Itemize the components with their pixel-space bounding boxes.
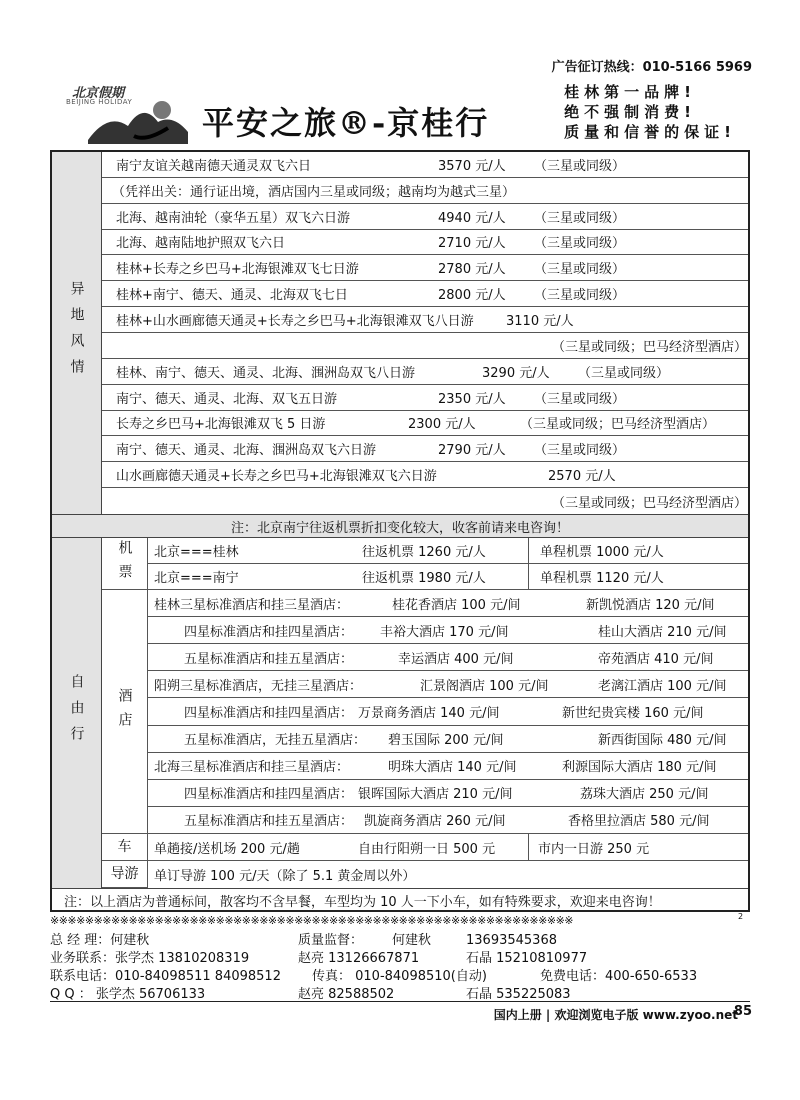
tour-name: 南宁、德天、通灵、北海、双飞五日游	[116, 391, 338, 407]
tour-price: 2350 元/人	[438, 391, 506, 407]
brand-title: 平安之旅®-京桂行	[202, 104, 490, 142]
tour-name: 桂林、南宁、德天、通灵、北海、涠洲岛双飞八日游	[116, 365, 416, 381]
tour-name: （凭祥出关：通行证出境，酒店国内三星或同级；越南均为越式三星）	[112, 184, 516, 200]
section-label-text: 异地风情	[68, 281, 85, 385]
car-row	[148, 834, 748, 861]
car-city-tour: 市内一日游 250 元	[538, 841, 650, 857]
hotel-option-b: 老漓江酒店 100 元/间	[598, 678, 727, 694]
business-contact-2: 赵亮 13126667871	[298, 951, 420, 966]
car-yangshuo: 自由行阳朔一日 500 元	[358, 841, 496, 857]
qq-contact-3: 石晶 535225083	[466, 987, 571, 1002]
hotel-option-a: 丰裕大酒店 170 元/间	[380, 624, 509, 640]
hotel-row	[148, 780, 748, 807]
hotel-category: 四星标准酒店和挂四星酒店：	[184, 705, 354, 721]
tour-row	[102, 462, 748, 488]
hotel-row	[148, 671, 748, 698]
flight-roundtrip: 往返机票 1980 元/人	[362, 571, 486, 586]
section-label-text: 自由行	[68, 674, 85, 752]
tour-row	[102, 385, 748, 411]
tour-row	[102, 281, 748, 307]
hotel-category: 桂林三星标准酒店和挂三星酒店：	[154, 597, 350, 613]
slogan-line: 质量和信誉的保证!	[564, 123, 736, 141]
tour-note: （三星或同级；巴马经济型酒店）	[552, 339, 748, 355]
tour-name: 桂林+长寿之乡巴马+北海银滩双飞七日游	[116, 262, 359, 278]
hotel-option-a: 明珠大酒店 140 元/间	[388, 760, 517, 776]
tour-row	[102, 307, 748, 333]
car-transfer: 单趟接/送机场 200 元/趟	[154, 841, 300, 857]
content-frame	[50, 150, 750, 912]
page-number: 85	[733, 1004, 752, 1019]
flight-roundtrip: 往返机票 1260 元/人	[362, 545, 486, 560]
hotel-option-b: 荔珠大酒店 250 元/间	[580, 787, 709, 803]
tour-name: 北海、越南陆地护照双飞六日	[116, 236, 286, 252]
tour-row	[102, 152, 748, 178]
tour-price: 2780 元/人	[438, 262, 506, 278]
hotel-option-b: 帝苑酒店 410 元/间	[598, 651, 714, 667]
hotel-label	[102, 590, 148, 834]
hotel-option-a: 碧玉国际 200 元/间	[388, 733, 504, 749]
mountain-logo-icon	[88, 92, 188, 144]
general-manager: 总 经 理：何建秋	[50, 933, 150, 948]
tour-note: （三星或同级）	[534, 210, 626, 226]
quality-name: 何建秋	[392, 933, 432, 948]
tour-row	[102, 204, 748, 230]
divider-stars: ※※※※※※※※※※※※※※※※※※※※※※※※※※※※※※※※※※※※※※※※※※※※※※※※※※※※※※※※※※※※	[50, 914, 574, 927]
tour-name: 南宁友谊关越南德天通灵双飞六日	[116, 158, 312, 174]
tour-price: 2710 元/人	[438, 236, 506, 252]
section-label-free-travel	[52, 538, 102, 888]
tour-name: 桂林+山水画廊德天通灵+长寿之乡巴马+北海银滩双飞八日游	[116, 314, 474, 330]
hotel-option-a: 幸运酒店 400 元/间	[398, 651, 514, 667]
qq-contact-2: 赵亮 82588502	[298, 987, 395, 1002]
tour-row	[102, 411, 748, 437]
hotel-row	[148, 807, 748, 834]
flight-oneway: 单程机票 1000 元/人	[540, 545, 664, 560]
tour-price: 3110 元/人	[506, 314, 574, 330]
qq-contact-1: Q Q ： 张学杰 56706133	[50, 987, 206, 1002]
tour-row	[102, 359, 748, 385]
quality-phone: 13693545368	[466, 933, 557, 948]
tour-price: 2790 元/人	[438, 443, 506, 459]
hotel-option-b: 新西街国际 480 元/间	[598, 733, 727, 749]
tour-row	[102, 178, 748, 204]
flight-row	[148, 564, 748, 590]
flight-route: 北京===南宁	[154, 571, 239, 586]
hotel-category: 北海三星标准酒店和挂三星酒店：	[154, 760, 350, 776]
tour-note: （三星或同级）	[534, 262, 626, 278]
fax: 传真： 010-84098510(自动)	[312, 969, 487, 984]
hotel-option-a: 万景商务酒店 140 元/间	[358, 705, 500, 721]
tour-row	[102, 230, 748, 256]
tour-row	[102, 255, 748, 281]
brand-small-en: BEIJING HOLIDAY	[66, 98, 133, 106]
section-label-exotic	[52, 152, 102, 514]
footer-text: 国内上册 | 欢迎浏览电子版 www.zyoo.net	[493, 1008, 738, 1022]
flight-row	[148, 538, 748, 564]
tour-row	[102, 333, 748, 359]
slogans	[564, 82, 736, 142]
hotel-row	[148, 617, 748, 644]
slogan-line: 绝不强制消费!	[564, 103, 696, 121]
hotel-option-a: 凯旋商务酒店 260 元/间	[364, 814, 506, 830]
quality-label: 质量监督：	[298, 933, 364, 948]
hotel-option-b: 桂山大酒店 210 元/间	[598, 624, 727, 640]
tour-price: 4940 元/人	[438, 210, 506, 226]
hotel-row	[148, 590, 748, 617]
hotel-option-a: 银晖国际大酒店 210 元/间	[358, 787, 513, 803]
tour-note: （三星或同级）	[534, 288, 626, 304]
section-note: 注：北京南宁往返机票折扣变化较大，收客前请来电咨询！	[52, 514, 748, 538]
guide-price: 单订导游 100 元/天（除了 5.1 黄金周以外）	[154, 869, 416, 884]
header-banner	[52, 80, 748, 148]
hotel-option-a: 汇景阁酒店 100 元/间	[420, 678, 549, 694]
tour-price: 2300 元/人	[408, 417, 476, 433]
hotel-option-b: 香格里拉酒店 580 元/间	[568, 814, 710, 830]
contact-block	[50, 932, 750, 1004]
tour-note: （三星或同级）	[534, 391, 626, 407]
hotel-option-b: 新世纪贵宾楼 160 元/间	[562, 705, 704, 721]
tour-note: （三星或同级；巴马经济型酒店）	[520, 417, 716, 433]
car-label: 车	[102, 834, 148, 861]
tour-name: 桂林+南宁、德天、通灵、北海双飞七日	[116, 288, 348, 304]
hotel-row	[148, 726, 748, 753]
tour-row	[102, 436, 748, 462]
tour-price: 3290 元/人	[482, 365, 550, 381]
hotel-option-a: 桂花香酒店 100 元/间	[392, 597, 521, 613]
air-ticket-label-text: 机票	[116, 539, 133, 588]
hotel-category: 四星标准酒店和挂四星酒店：	[184, 787, 354, 803]
toll-free: 免费电话：400-650-6533	[540, 969, 698, 984]
guide-row	[148, 861, 748, 888]
tour-name: 长寿之乡巴马+北海银滩双飞 5 日游	[116, 417, 326, 433]
hotel-row	[148, 753, 748, 780]
slogan-line: 桂林第一品牌!	[564, 83, 696, 101]
hotel-option-b: 利源国际大酒店 180 元/间	[562, 760, 717, 776]
hotel-category: 阳朔三星标准酒店，无挂三星酒店：	[154, 678, 363, 694]
tour-price: 3570 元/人	[438, 158, 506, 174]
hotel-category: 四星标准酒店和挂四星酒店：	[184, 624, 354, 640]
hotel-row	[148, 644, 748, 671]
business-contact-3: 石晶 15210810977	[466, 951, 588, 966]
tour-price: 2800 元/人	[438, 288, 506, 304]
tour-row	[102, 488, 748, 514]
footer-divider	[50, 1001, 750, 1002]
flight-divider	[528, 538, 529, 564]
divider-suffix: 2	[738, 912, 744, 921]
tour-name: 山水画廊德天通灵+长寿之乡巴马+北海银滩双飞六日游	[116, 469, 437, 485]
hotel-row	[148, 698, 748, 725]
bottom-note: 注：以上酒店为普通标间，散客均不含早餐，车型均为 10 人一下小车，如有特殊要求，欢迎来电咨询！	[52, 888, 748, 912]
hotel-category: 五星标准酒店和挂五星酒店：	[184, 814, 354, 830]
ad-hotline: 广告征订热线：010-5166 5969	[551, 60, 752, 75]
tour-note: （三星或同级；巴马经济型酒店）	[552, 495, 748, 511]
tour-note: （三星或同级）	[534, 443, 626, 459]
tour-name: 南宁、德天、通灵、北海、涠洲岛双飞六日游	[116, 443, 377, 459]
flight-route: 北京===桂林	[154, 545, 239, 560]
hotel-label-text: 酒店	[116, 687, 133, 736]
hotel-option-b: 新凯悦酒店 120 元/间	[586, 597, 715, 613]
tour-note: （三星或同级）	[578, 365, 670, 381]
business-contact-1: 业务联系：张学杰 13810208319	[50, 951, 250, 966]
tour-name: 北海、越南油轮（豪华五星）双飞六日游	[116, 210, 351, 226]
tour-note: （三星或同级）	[534, 236, 626, 252]
contact-phone: 联系电话：010-84098511 84098512	[50, 969, 281, 984]
guide-label: 导游	[102, 861, 148, 888]
brand-small-logo: 北京假期	[72, 86, 125, 101]
tour-note: （三星或同级）	[534, 158, 626, 174]
hotel-category: 五星标准酒店和挂五星酒店：	[184, 651, 354, 667]
tour-price: 2570 元/人	[548, 469, 616, 485]
air-ticket-label	[102, 538, 148, 590]
hotel-category: 五星标准酒店，无挂五星酒店：	[184, 733, 367, 749]
flight-divider	[528, 564, 529, 590]
flight-oneway: 单程机票 1120 元/人	[540, 571, 664, 586]
